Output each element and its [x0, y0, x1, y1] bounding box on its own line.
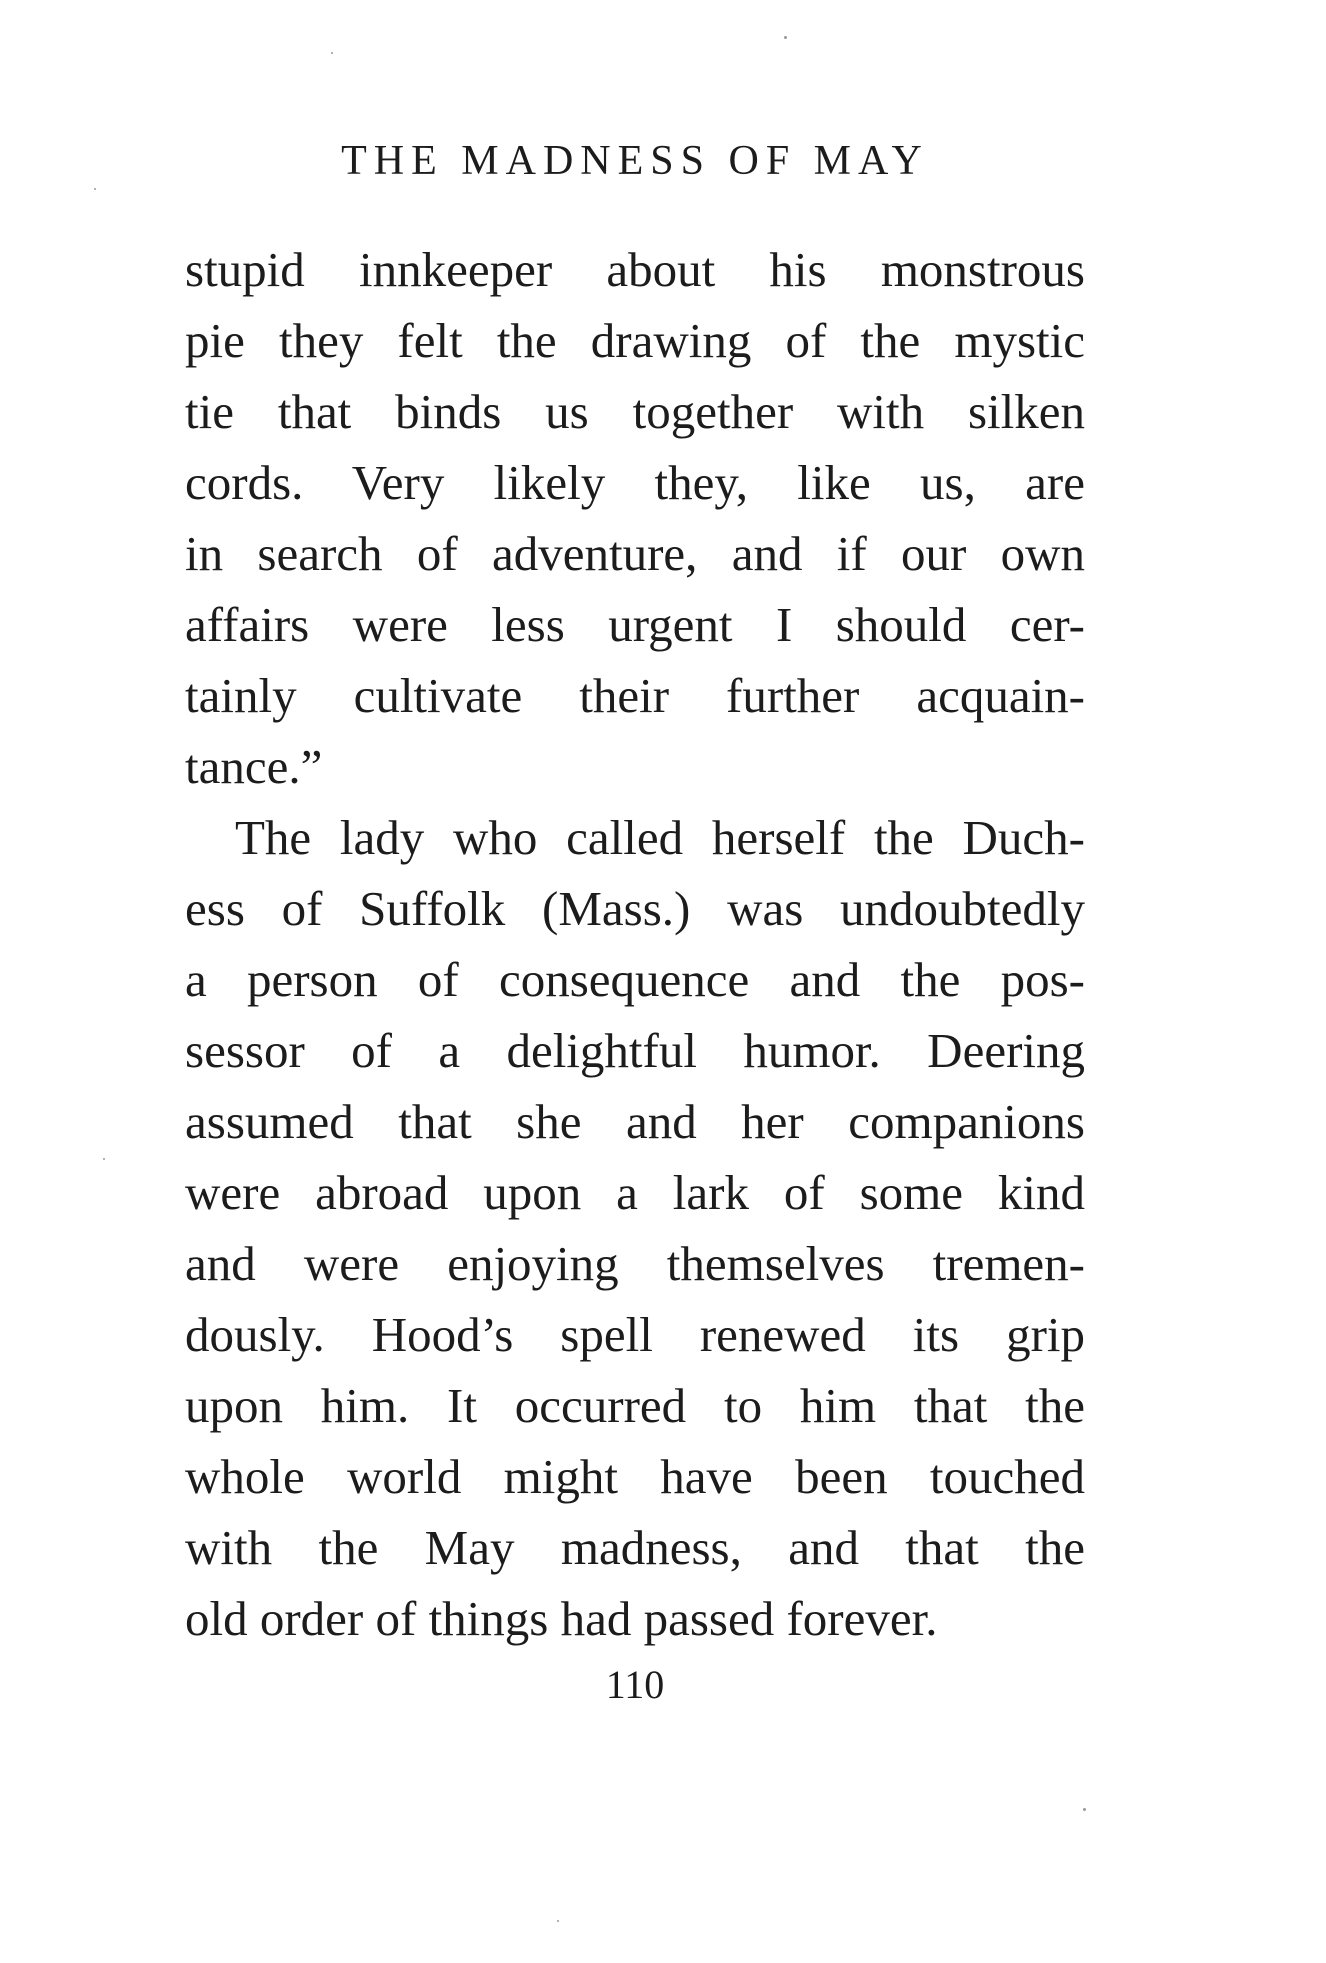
text-line: assumed that she and her companions [185, 1094, 1085, 1149]
paper-speck [784, 36, 787, 39]
paper-speck [557, 1920, 559, 1922]
text-line: in search of adventure, and if our own [185, 526, 1085, 581]
running-head: THE MADNESS OF MAY [341, 138, 929, 184]
text-line: The lady who called herself the Duch- [235, 810, 1085, 865]
text-line: with the May madness, and that the [185, 1520, 1085, 1575]
text-line: cords. Very likely they, like us, are [185, 455, 1085, 510]
paragraph-1 [185, 234, 1085, 802]
text-line: pie they felt the drawing of the mystic [185, 313, 1085, 368]
page-number: 110 [605, 1662, 665, 1707]
text-line: stupid innkeeper about his monstrous [185, 242, 1085, 297]
paper-speck [1083, 1808, 1086, 1811]
text-line: sessor of a delightful humor. Deering [185, 1023, 1085, 1078]
paragraph-2 [185, 802, 1085, 1654]
text-line: tance.” [185, 739, 323, 794]
text-line: and were enjoying themselves tremen- [185, 1236, 1085, 1291]
paper-speck [331, 52, 333, 54]
paper-speck [103, 1158, 105, 1160]
text-line: a person of consequence and the pos- [185, 952, 1085, 1007]
text-line: tainly cultivate their further acquain- [185, 668, 1085, 723]
text-line: dously. Hood’s spell renewed its grip [185, 1307, 1085, 1362]
text-line: ess of Suffolk (Mass.) was undoubtedly [185, 881, 1085, 936]
text-line: upon him. It occurred to him that the [185, 1378, 1085, 1433]
text-line: tie that binds us together with silken [185, 384, 1085, 439]
body-text [185, 234, 1085, 1654]
text-line: whole world might have been touched [185, 1449, 1085, 1504]
paper-speck [94, 188, 96, 190]
text-line: were abroad upon a lark of some kind [185, 1165, 1085, 1220]
text-line: affairs were less urgent I should cer- [185, 597, 1085, 652]
text-line: old order of things had passed forever. [185, 1591, 938, 1646]
